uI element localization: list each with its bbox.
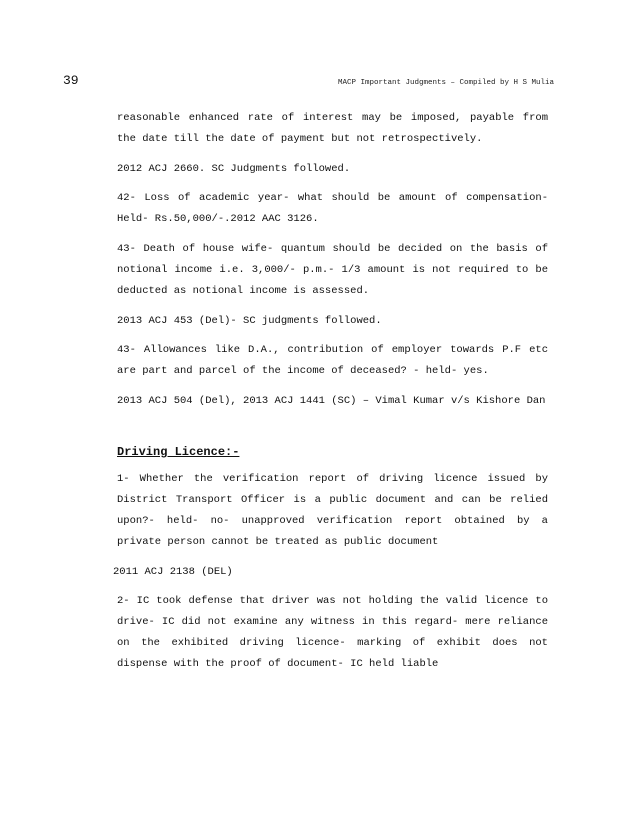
paragraph-43-house-wife: 43- Death of house wife- quantum should be decided on the basis of notional income i.e. 3,000/- p.m.- 1/3 amount is not required to be deducted as notional income is assessed. <box>117 243 548 297</box>
paragraph-42-academic-year: 42- Loss of academic year- what should be amount of compensation- Held- Rs.50,000/-.2012 AAC 3126. <box>117 192 548 225</box>
citation-2011-acj-2138: 2011 ACJ 2138 (DEL) <box>113 566 233 578</box>
paragraph-1-verification-report: 1- Whether the verification report of driving licence issued by District Transport Officer is a public document and can be relied upon?- held- no- unapproved verification report obtained by a private person cannot be treated as public document <box>117 473 548 548</box>
page-number: 39 <box>63 73 79 88</box>
paragraph-43-allowances: 43- Allowances like D.A., contribution of employer towards P.F etc are part and parcel of the income of deceased? - held- yes. <box>117 344 548 377</box>
document-body <box>113 108 548 684</box>
citation-vimal-kumar: 2013 ACJ 504 (Del), 2013 ACJ 1441 (SC) – Vimal Kumar v/s Kishore Dan <box>117 395 546 407</box>
running-header: MACP Important Judgments – Compiled by H S Mulia <box>338 79 555 87</box>
citation-2012-acj-2660: 2012 ACJ 2660. SC Judgments followed. <box>117 163 351 175</box>
section-heading-driving-licence: Driving Licence:- <box>117 445 240 459</box>
citation-2013-acj-453: 2013 ACJ 453 (Del)- SC judgments followed. <box>117 315 382 327</box>
paragraph-interest-rate: reasonable enhanced rate of interest may be imposed, payable from the date till the date of payment but not retrospectively. <box>117 112 548 145</box>
paragraph-2-ic-defense: 2- IC took defense that driver was not holding the valid licence to drive- IC did not examine any witness in this regard- mere reliance on the exhibited driving licence- marking of exhibit does not dispense with the proof of document- IC held liable <box>117 595 548 670</box>
